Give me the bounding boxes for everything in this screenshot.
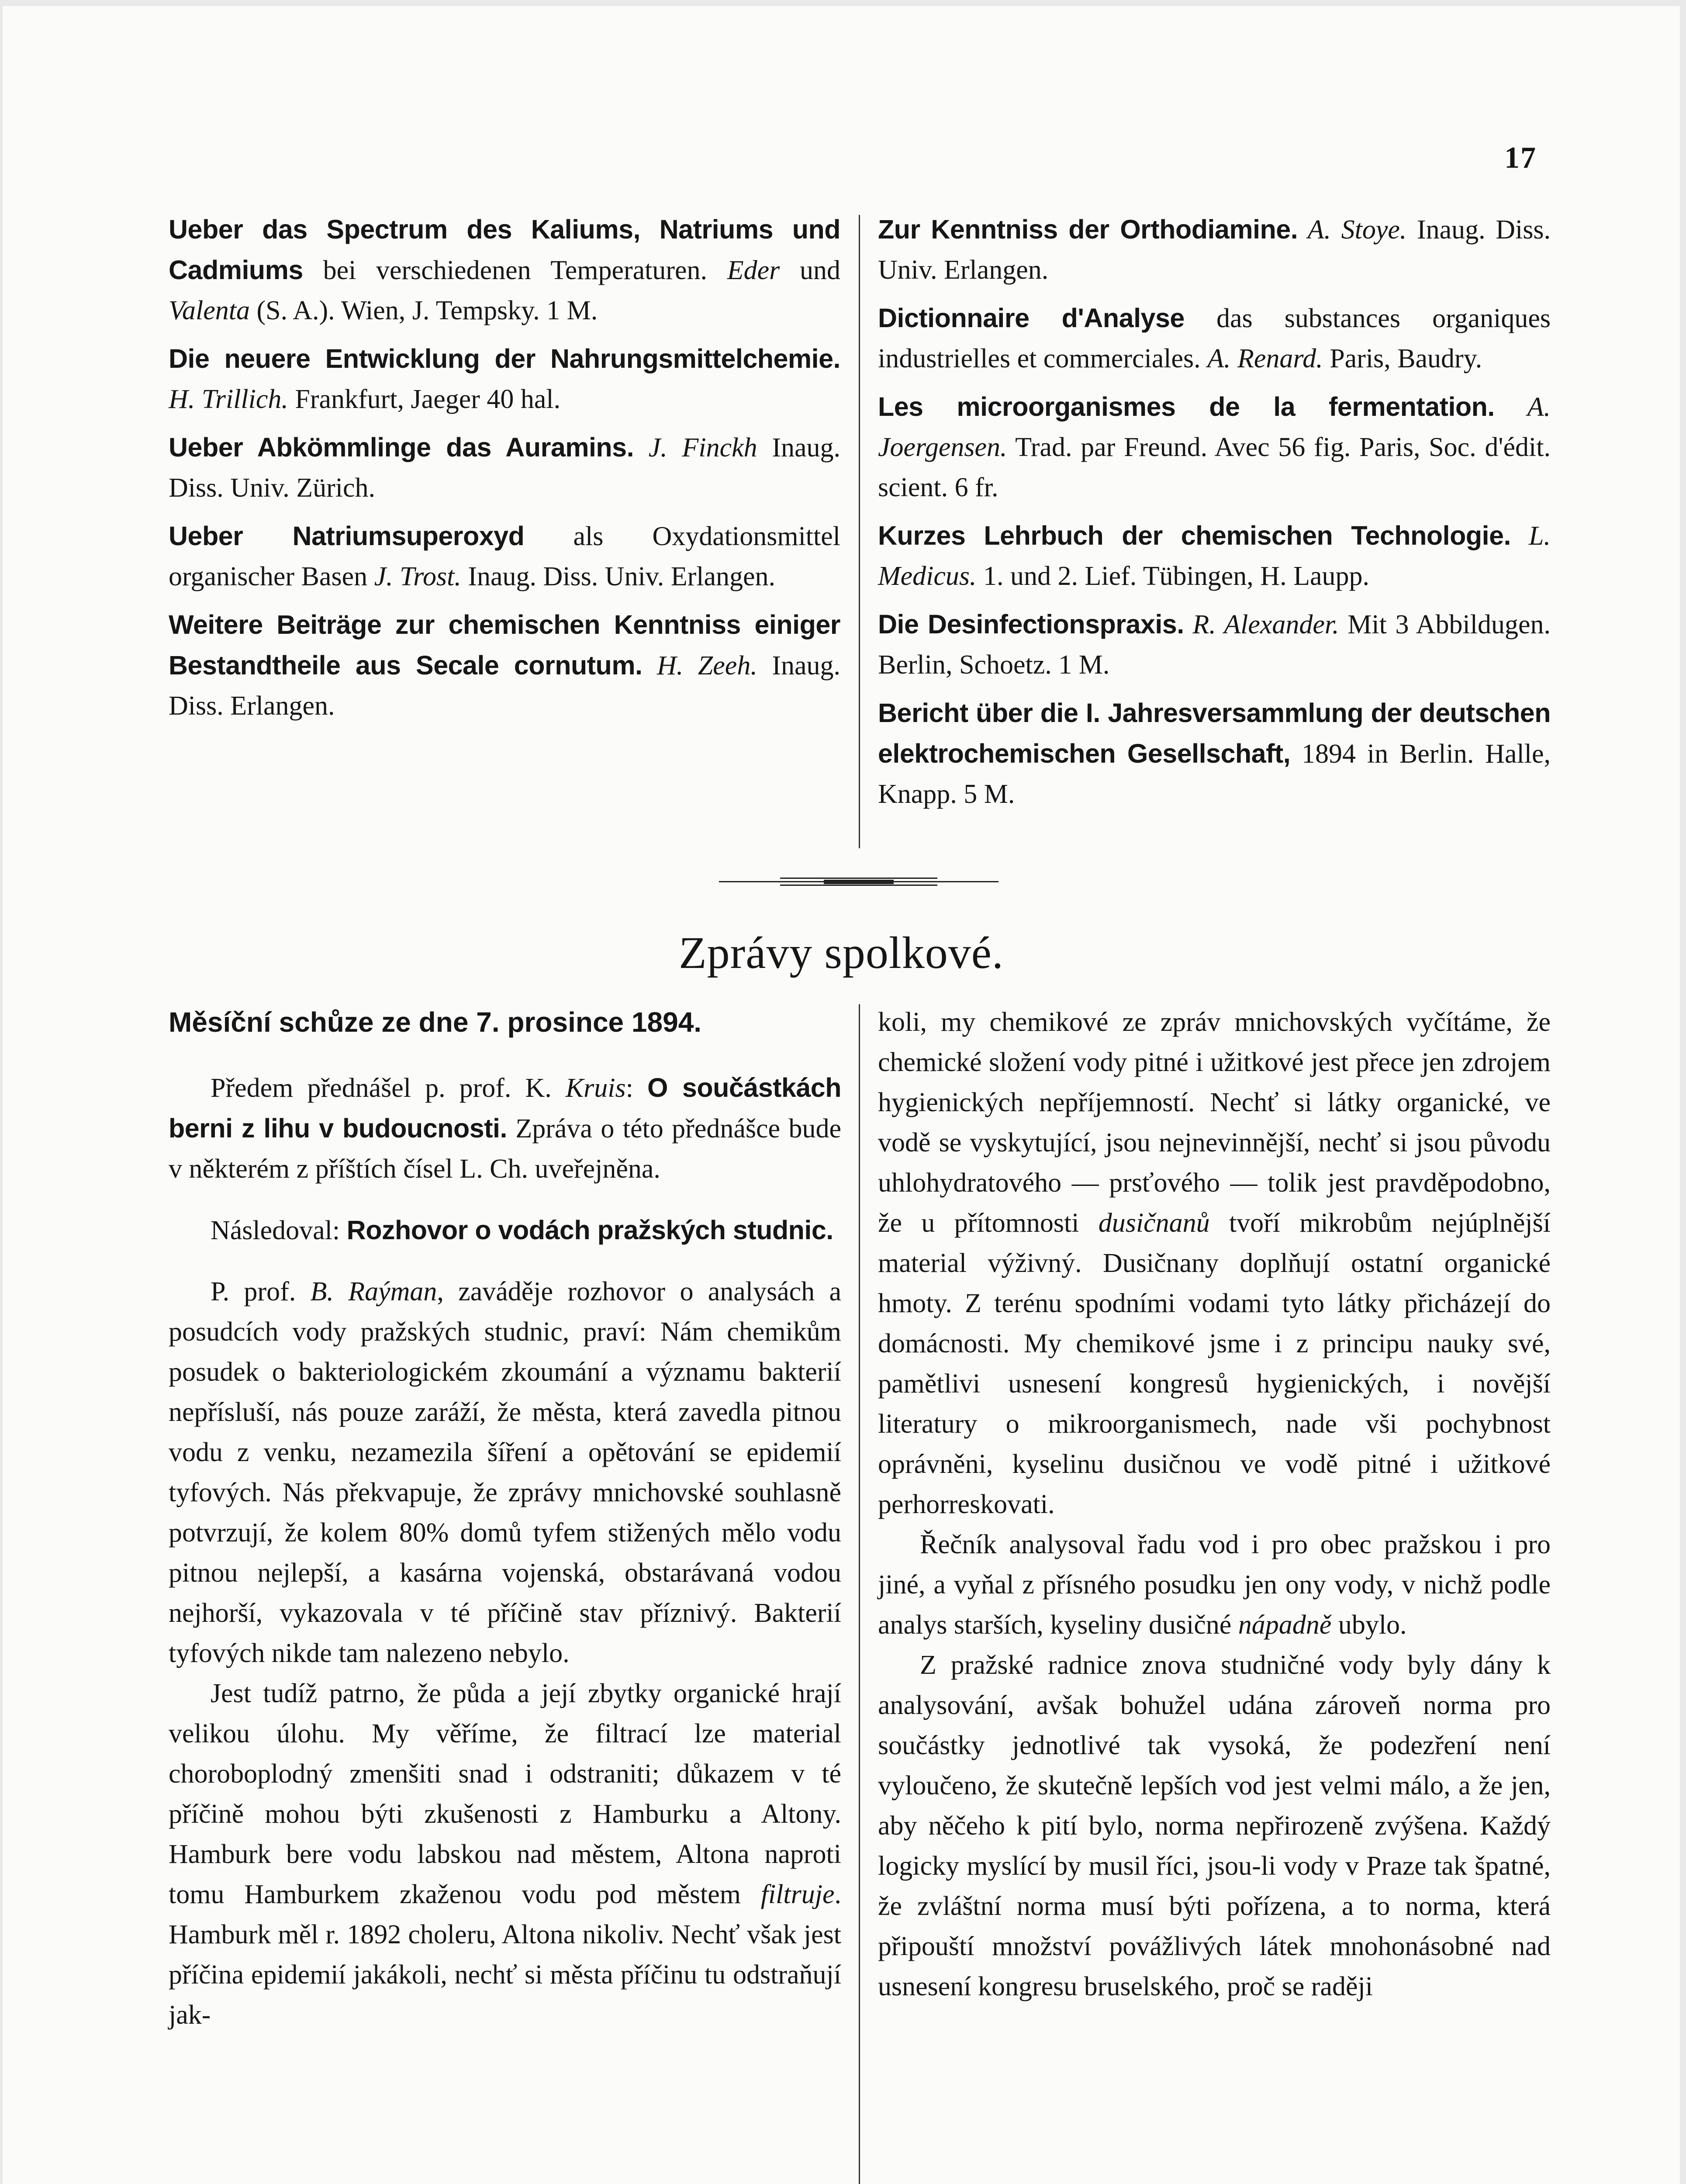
paragraph: Následoval: Rozhovor o vodách pražských studnic. <box>211 1215 833 1245</box>
page-number: 17 <box>1504 141 1537 175</box>
paragraph: Řečník analysoval řadu vod i pro obec pražskou i pro jiné, a vyňal z přísného posudku jen ony vody, v nichž podle analys starších, kyseliny dusičné nápadně ubylo. <box>878 1530 1551 1640</box>
paragraph: P. prof. B. Raýman, zaváděje rozhovor o analysách a posudcích vody pražských studnic, praví: Nám chemikům posudek o bakteriologickém zkoumání a významu bakterií nepřísluší, nás pouze zaráží, že města, která zavedla pitnou vodu z venku, nezamezila šíření a opětování se epidemií tyfových. Nás překvapuje, že zprávy mnichovské souhlasně potvrzují, že kolem 80% domů tyfem stižených mělo vodu pitnou nejlepší, a kasárna vojenská, obstarávaná vodou nejhorší, vykazovala v té příčině stav příznivý. Bakterií tyfových nikde tam nalezeno nebylo. <box>169 1277 842 1668</box>
bib-entry: Ueber Natriumsuperoxyd als Oxydationsmittel organischer Basen J. Trost. Inaug. Diss. Univ. Erlangen. <box>169 521 840 591</box>
column-divider-top <box>859 215 860 848</box>
bib-entry: Die Desinfectionspraxis. R. Alexander. Mit 3 Abbildugen. Berlin, Schoetz. 1 M. <box>878 609 1551 680</box>
paragraph: Předem přednášel p. prof. K. Kruis: O součástkách berni z lihu v budoucnosti. Zpráva o této přednášce bude v některém z příštích čísel L. Ch. uveřejněna. <box>169 1073 841 1184</box>
paragraph: koli, my chemikové ze zpráv mnichovských vyčítáme, že chemické složení vody pitné i užitkové jest přece jen zdrojem hygienických nepříjemností. Nechť si látky organické, ve vodě se vyskytující, jsou nejnevinnější, nechť si jsou původu uhlohydratového — prsťového — tolik jest pravděpodobno, že u přítomnosti dusičnanů tvoří mikrobům nejúplnější material výživný. Dusičnany doplňují ostatní organické hmoty. Z terénu spodními vodami tyto látky přicházejí do domácnosti. My chemikové jsme i z principu nauky své, pamětlivi usnesení kongresů hygienických, i novější literatury o mikroorganismech, nade vši pochybnost oprávněni, kyselinu dusičnou ve vodě pitné i užitkové perhorreskovati. <box>878 1007 1551 1519</box>
session-heading: Měsíční schůze ze dne 7. prosince 1894. <box>169 1006 702 1038</box>
scanned-page <box>3 6 1680 2184</box>
bib-entry: Ueber das Spectrum des Kaliums, Natriums und Cadmiums bei verschiedenen Temperaturen. Eder und Valenta (S. A.). Wien, J. Tempsky. 1 M. <box>169 214 841 325</box>
bib-entry: Die neuere Entwicklung der Nahrungsmittelchemie. H. Trillich. Frankfurt, Jaeger 40 hal. <box>169 344 840 414</box>
section-heading: Zprávy spolkové. <box>679 928 1004 978</box>
paragraph: Jest tudíž patrno, že půda a její zbytky organické hrají velikou úlohu. My věříme, že filtrací lze material choroboplodný zmenšiti snad i odstraniti; důkazem v té příčině mohou býti zkušenosti z Hamburku a Altony. Hamburk bere vodu labskou nad městem, Altona naproti tomu Hamburkem zkaženou vodu pod městem filtruje. Hamburk měl r. 1892 choleru, Altona nikoliv. Nechť však jest příčina epidemií jakákoli, nechť si města příčinu tu odstraňují jak- <box>169 1679 841 2030</box>
bib-entry: Zur Kenntniss der Orthodiamine. A. Stoye. Inaug. Diss. Univ. Erlangen. <box>878 214 1551 285</box>
article-column-right <box>878 1002 1551 2015</box>
article-column-left <box>169 1002 841 2043</box>
ornament-rule <box>719 873 998 891</box>
bib-entry: Kurzes Lehrbuch der chemischen Technologie. L. Medicus. 1. und 2. Lief. Tübingen, H. Laupp. <box>878 521 1551 591</box>
bib-entry: Ueber Abkömmlinge das Auramins. J. Finckh Inaug. Diss. Univ. Zürich. <box>169 432 840 503</box>
bib-entry: Bericht über die I. Jahresversammlung der deutschen elektrochemischen Gesellschaft, 1894 in Berlin. Halle, Knapp. 5 M. <box>878 698 1551 809</box>
bib-entry: Les microorganismes de la fermentation. A. Joergensen. Trad. par Freund. Avec 56 fig. Paris, Soc. d'édit. scient. 6 fr. <box>878 392 1551 502</box>
bib-entry: Weitere Beiträge zur chemischen Kenntniss einiger Bestandtheile aus Secale cornutum. H. Zeeh. Inaug. Diss. Erlangen. <box>169 610 841 721</box>
bib-entry: Dictionnaire d'Analyse das substances organiques industrielles et commerciales. A. Renard. Paris, Baudry. <box>878 303 1551 373</box>
bibliography-column-right <box>878 209 1551 822</box>
bibliography-column-left <box>169 209 840 734</box>
column-divider-bottom <box>859 1004 860 2184</box>
paragraph: Z pražské radnice znova studničné vody byly dány k analysování, avšak bohužel udána zároveň norma pro součástky jednotlivé tak vysoká, že podezření není vyloučeno, že skutečně lepších vod jest velmi málo, a že jen, aby něčeho k pití bylo, norma nepřirozeně zvýšena. Každý logicky myslící by musil říci, jsou-li vody v Praze tak špatné, že zvláštní norma musí býti pořízena, a to norma, která připouští množství povážlivých látek mnohonásobné nad usnesení kongresu bruselského, proč se raději <box>878 1650 1551 2001</box>
